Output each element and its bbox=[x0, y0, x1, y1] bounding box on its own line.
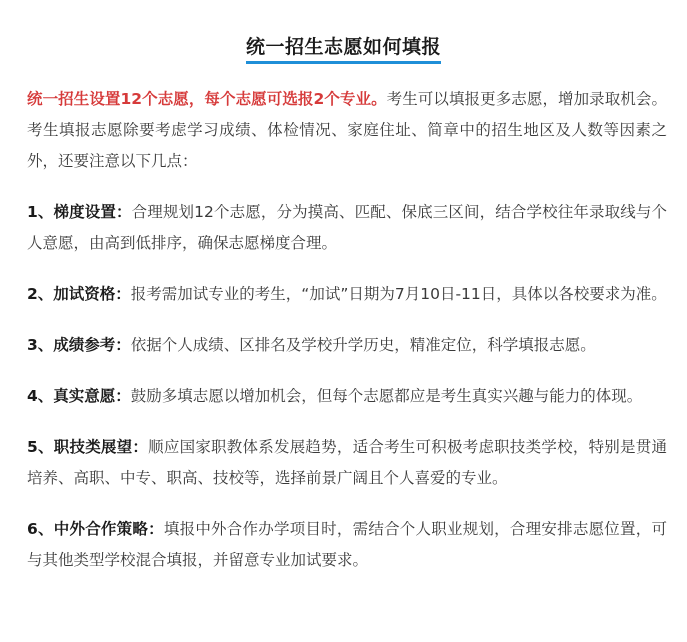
intro-highlight: 统一招生设置12个志愿，每个志愿可选报2个专业。 bbox=[27, 90, 387, 108]
page-title: 统一招生志愿如何填报 bbox=[246, 32, 441, 64]
item-6-text: 填报中外合作办学项目时，需结合个人职业规划，合理安排志愿位置，可与其他类型学校混合填报，并留意专业加试要求。 bbox=[27, 520, 667, 569]
item-1-text: 合理规划12个志愿，分为摸高、匹配、保底三区间，结合学校往年录取线与个人意愿，由高到低排序，确保志愿梯度合理。 bbox=[27, 203, 667, 252]
item-3 bbox=[27, 330, 667, 361]
item-2 bbox=[27, 279, 667, 310]
intro-paragraph bbox=[27, 84, 667, 177]
item-2-label: 2、加试资格： bbox=[27, 285, 131, 303]
item-5-label: 5、职技类展望： bbox=[27, 438, 149, 456]
item-5-text: 顺应国家职教体系发展趋势，适合考生可积极考虑职技类学校，特别是贯通培养、高职、中专、职高、技校等，选择前景广阔且个人喜爱的专业。 bbox=[27, 438, 667, 487]
item-1 bbox=[27, 197, 667, 259]
item-6 bbox=[27, 514, 667, 576]
item-4-label: 4、真实意愿： bbox=[27, 387, 131, 405]
item-3-label: 3、成绩参考： bbox=[27, 336, 131, 354]
item-5 bbox=[27, 432, 667, 494]
item-4 bbox=[27, 381, 667, 412]
item-4-text: 鼓励多填志愿以增加机会，但每个志愿都应是考生真实兴趣与能力的体现。 bbox=[130, 387, 643, 405]
item-3-text: 依据个人成绩、区排名及学校升学历史，精准定位，科学填报志愿。 bbox=[130, 336, 596, 354]
article-body bbox=[27, 84, 667, 596]
item-1-label: 1、梯度设置： bbox=[27, 203, 132, 221]
intro-text: 考生可以填报更多志愿，增加录取机会。考生填报志愿除要考虑学习成绩、体检情况、家庭住址、简章中的招生地区及人数等因素之外，还要注意以下几点： bbox=[27, 90, 667, 170]
title-wrap bbox=[0, 32, 687, 64]
item-6-label: 6、中外合作策略： bbox=[27, 520, 164, 538]
item-2-text: 报考需加试专业的考生，“加试”日期为7月10日-11日，具体以各校要求为准。 bbox=[130, 285, 667, 303]
